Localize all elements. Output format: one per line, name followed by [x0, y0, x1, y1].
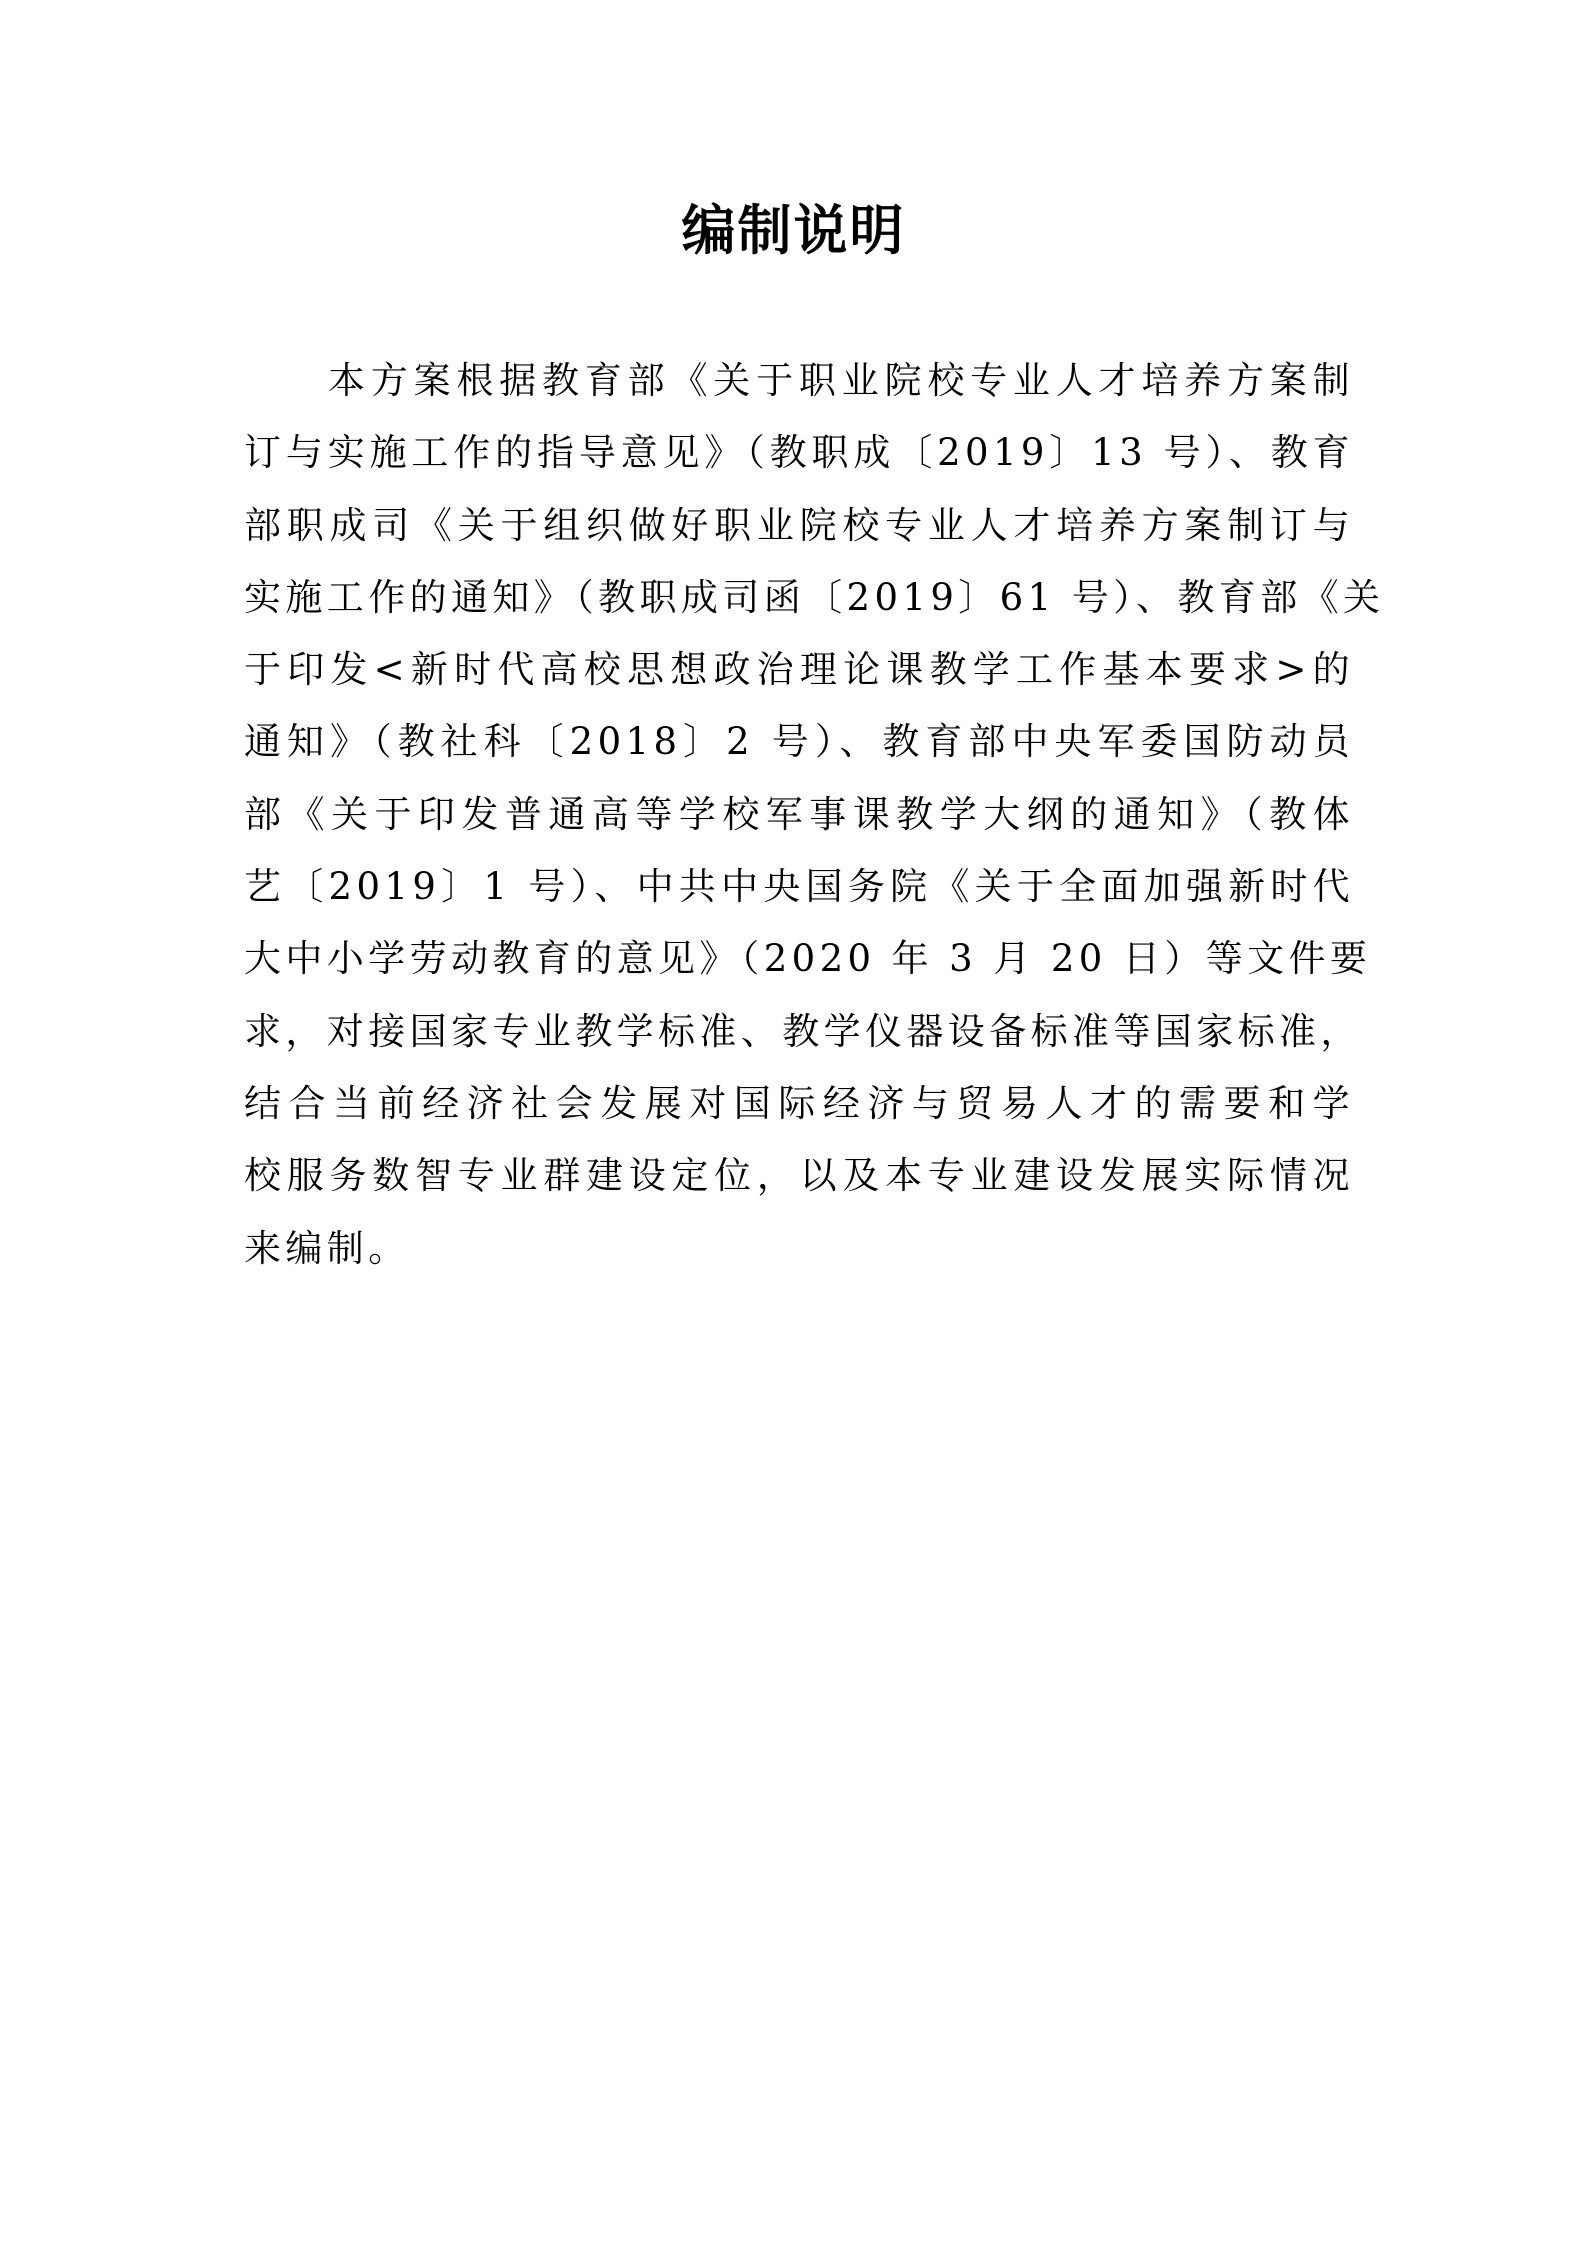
document-title: 编制说明 [681, 199, 906, 262]
paragraph-line: 艺〔2019〕1 号）、中共中央国务院《关于全面加强新时代 [244, 865, 1354, 909]
paragraph-line: 部《关于印发普通高等学校军事课教学大纲的通知》（教体 [244, 792, 1354, 836]
paragraph-line: 求，对接国家专业教学标准、教学仪器设备标准等国家标准， [244, 1009, 1362, 1053]
paragraph-line: 校服务数智专业群建设定位，以及本专业建设发展实际情况 [244, 1154, 1354, 1198]
paragraph-line: 结合当前经济社会发展对国际经济与贸易人才的需要和学 [244, 1081, 1354, 1125]
paragraph-line: 大中小学劳动教育的意见》（2020 年 3 月 20 日）等文件要 [244, 937, 1372, 981]
paragraph-line: 实施工作的通知》（教职成司函〔2019〕61 号）、教育部《关 [244, 575, 1385, 619]
paragraph-line: 本方案根据教育部《关于职业院校专业人才培养方案制 [328, 359, 1354, 402]
paragraph-line: 于印发<新时代高校思想政治理论课教学工作基本要求>的 [244, 648, 1354, 692]
paragraph-line: 通知》（教社科〔2018〕2 号）、教育部中央军委国防动员 [244, 720, 1354, 764]
paragraph-line: 部职成司《关于组织做好职业院校专业人才培养方案制订与 [244, 503, 1354, 547]
paragraph-line: 来编制。 [244, 1226, 410, 1270]
document-paragraph [244, 345, 1385, 1285]
paragraph-line: 订与实施工作的指导意见》（教职成〔2019〕13 号）、教育 [244, 431, 1354, 475]
